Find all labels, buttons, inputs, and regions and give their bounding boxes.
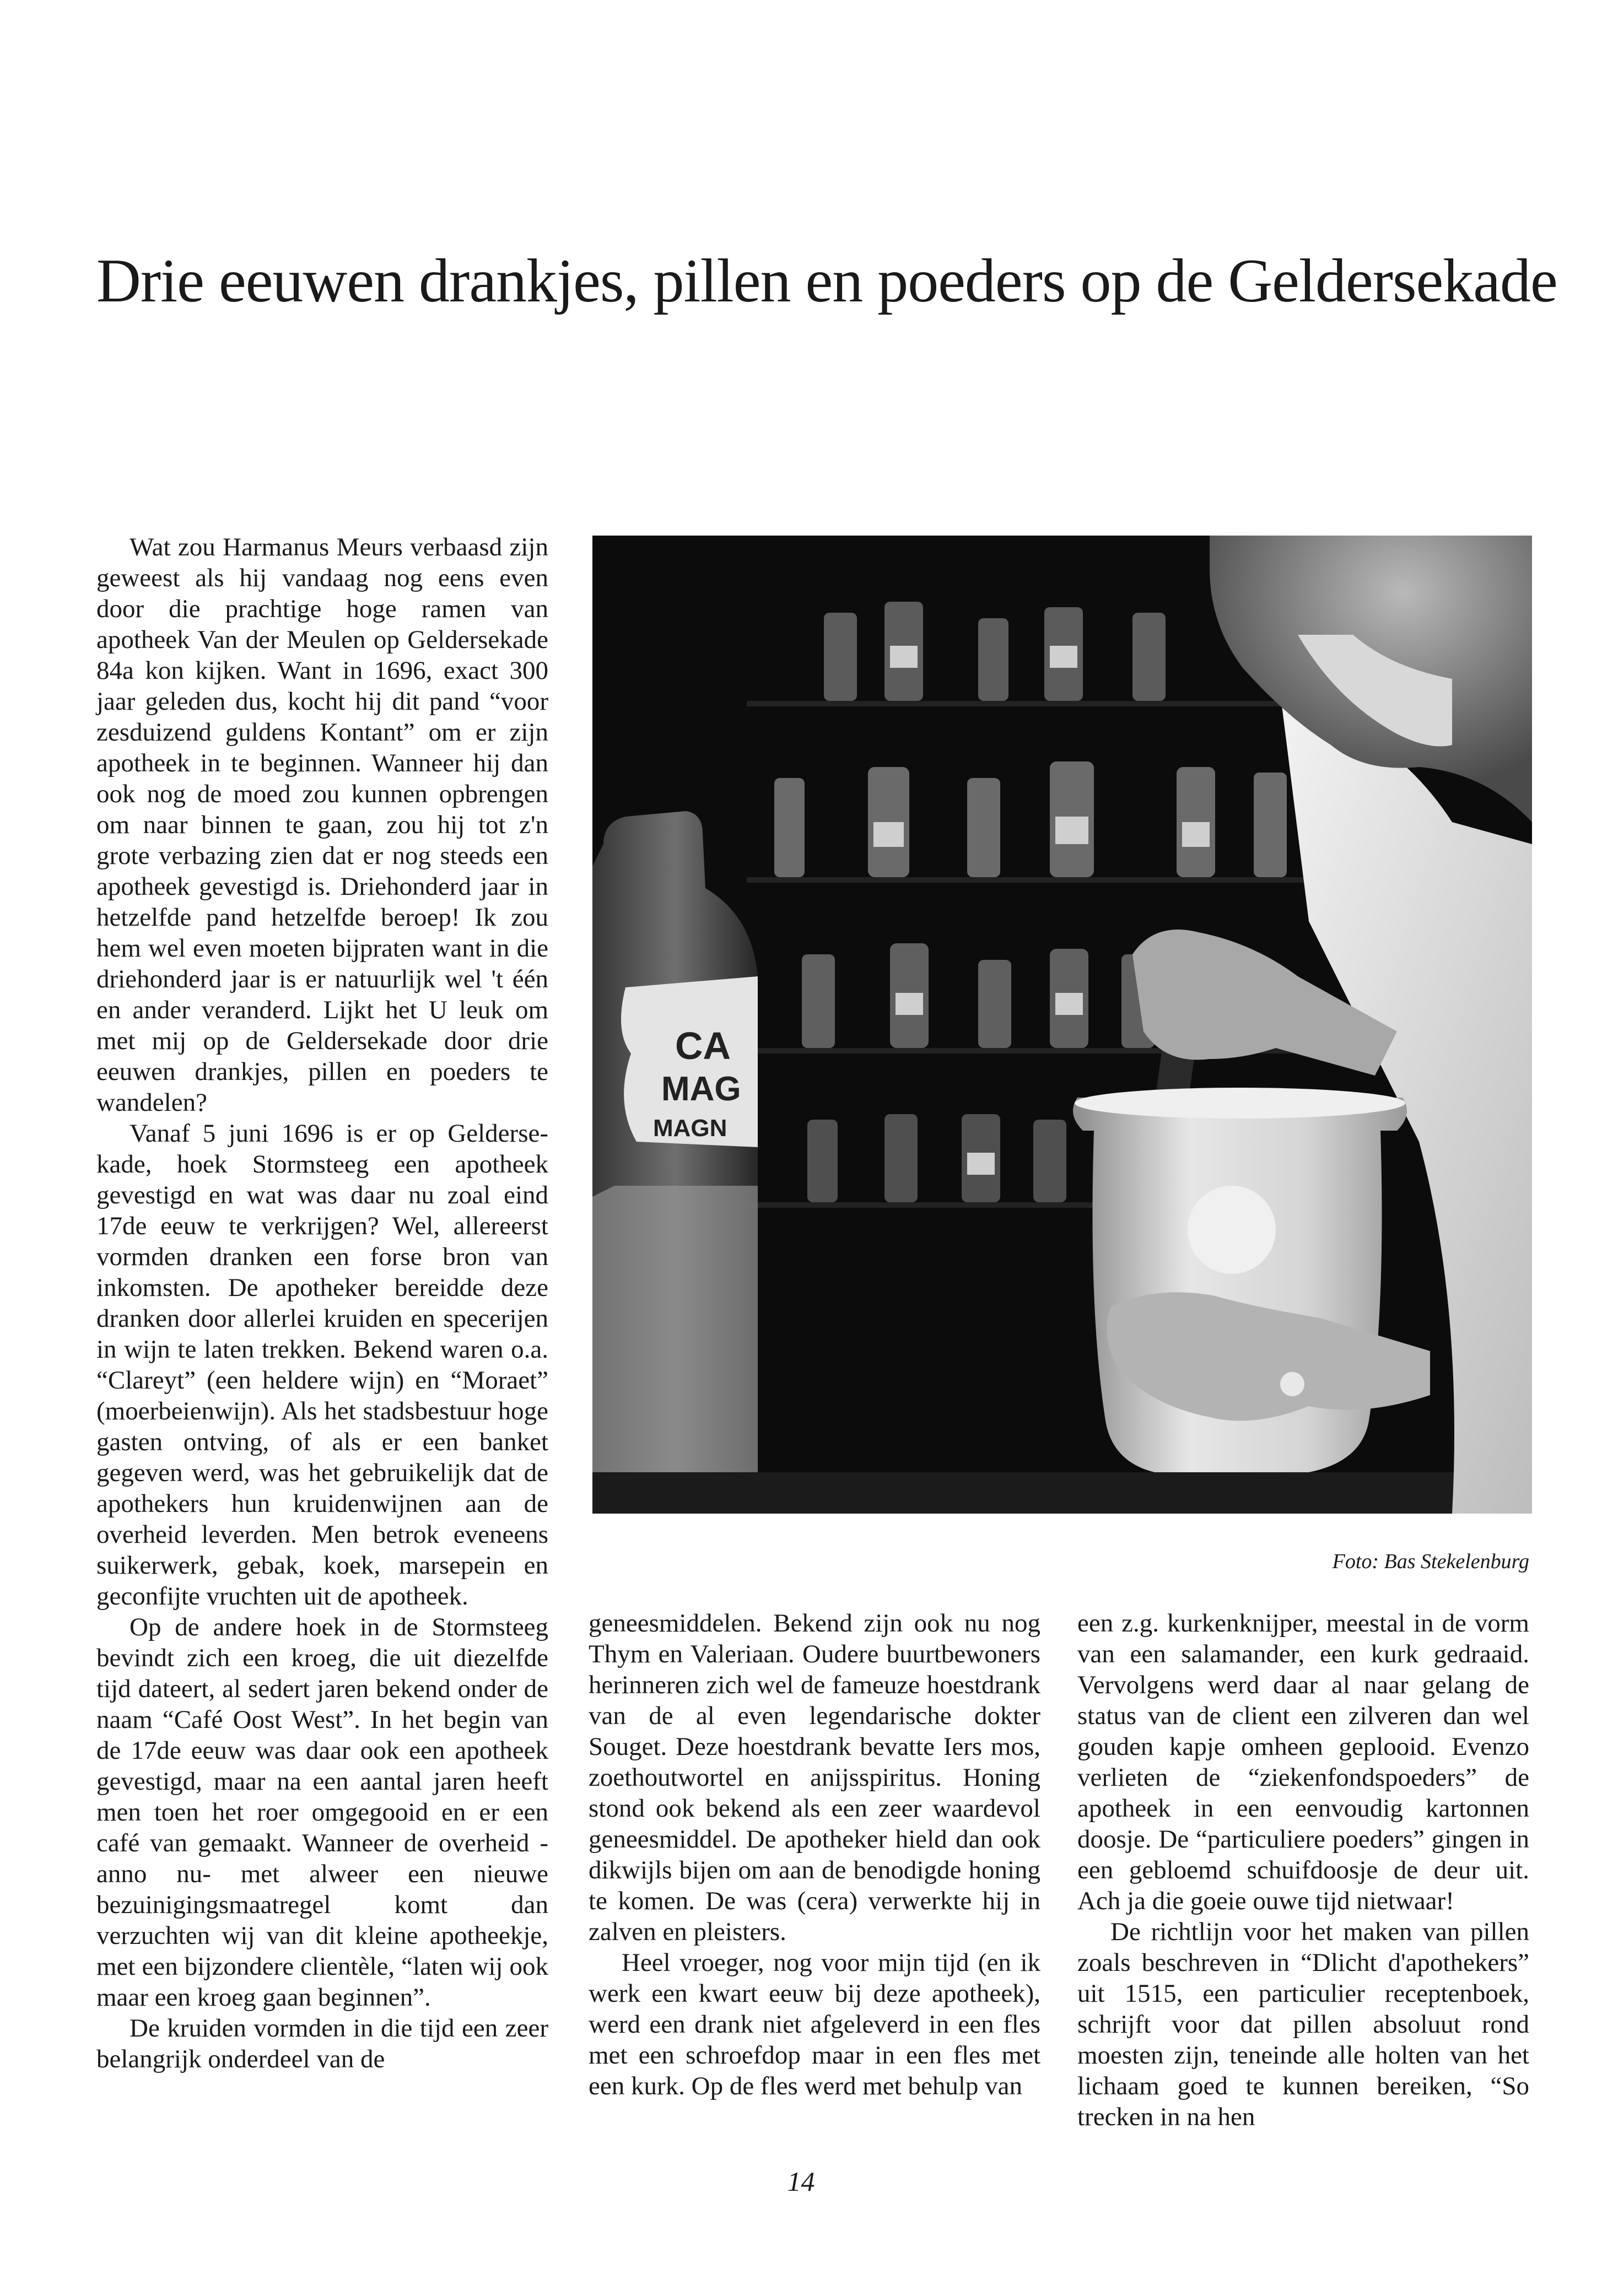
paragraph: een z.g. kurkenknijper, meestal in de vorm van een salamander, een kurk gedraaid. Vervolgens werd daar al naar gelang de status van de client een zilveren dan wel gouden kapje omheen geplooid. Evenzo verlieten de “ziekenfondspoeders” de apotheek in een eenvoudig kartonnen doosje. De “particuliere poeders” gingen in een gebloemd schuifdoosje de deur uit. Ach ja die goeie ouwe tijd nietwaar! — [1077, 1609, 1529, 1915]
pharmacist-photo — [592, 536, 1532, 1514]
paragraph: Vanaf 5 juni 1696 is er op Geldersekade, hoek Stormsteeg een apotheek gevestigd en wat was daar nu zoal eind 17de eeuw te verkrijgen? Wel, allereerst vormden dranken een forse bron van inkomsten. De apotheker bereidde deze dranken door allerlei kruiden en specerijen in wijn te laten trekken. Bekend waren o.a. “Clareyt” (een heldere wijn) en “Moraet” (moerbeienwijn). Als het stadsbestuur hoge gasten ontving, of als er een banket gegeven werd, was het gebruikelijk dat de apothekers hun kruidenwijnen aan de overheid leverden. Men betrok eveneens suikerwerk, gebak, koek, marsepein en geconfijte vruchten uit de apotheek. — [96, 1119, 548, 1611]
paragraph: geneesmiddelen. Bekend zijn ook nu nog Thym en Valeriaan. Oudere buurtbewoners herinneren zich wel de fameuze hoestdrank van de al even legendarische dokter Souget. Deze hoestdrank bevatte Iers mos, zoethoutwortel en anijsspiritus. Honing stond ook bekend als een zeer waardevol geneesmiddel. De apotheker hield dan ook dikwijls bijen om aan de benodigde honing te komen. De was (cera) verwerkte hij in zalven en pleisters. — [589, 1609, 1040, 1946]
paragraph: Op de andere hoek in de Stormsteeg bevindt zich een kroeg, die uit diezelfde tijd dateert, al sedert jaren bekend onder de naam “Café Oost West”. In het begin van de 17de eeuw was daar ook een apotheek gevestigd, maar na een aantal jaren heeft men toen het roer omgegooid en er een café van gemaakt. Wanneer de overheid -anno nu- met alweer een nieuwe bezuinigingsmaatregel komt dan verzuchten wij van dit kleine apotheekje, met een bijzondere clientèle, “laten wij ook maar een kroeg gaan beginnen”. — [96, 1613, 548, 2012]
page-title: Drie eeuwen drankjes, pillen en poeders op de Geldersekade — [96, 247, 1557, 315]
paragraph: Heel vroeger, nog voor mijn tijd (en ik werk een kwart eeuw bij deze apotheek), werd een drank niet afgeleverd in een fles met een schroefdop maar in een fles met een kurk. Op de fles werd met behulp van — [589, 1948, 1040, 2100]
jar-label-line-1: CA — [675, 1024, 731, 1067]
paragraph: Wat zou Harmanus Meurs verbaasd zijn geweest als hij vandaag nog eens even door die prachtige hoge ramen van apotheek Van der Meulen op Geldersekade 84a kon kijken. Want in 1696, exact 300 jaar geleden dus, kocht hij dit pand “voor zesduizend guldens Kontant” om er zijn apotheek in te beginnen. Wanneer hij dan ook nog de moed zou kunnen opbrengen om naar binnen te gaan, zou hij tot z'n grote verbazing zien dat er nog steeds een apotheek gevestigd is. Driehonderd jaar in hetzelfde pand hetzelfde beroep! Ik zou hem wel even moeten bijpraten want in die driehonderd jaar is er natuurlijk wel 't één en ander veranderd. Lijkt het U leuk om met mij op de Geldersekade door drie eeuwen drankjes, pillen en poeders te wandelen? — [96, 533, 548, 1117]
article-column-1 — [96, 532, 548, 2074]
photo-caption: Foto: Bas Stekelenburg — [1332, 1550, 1529, 1573]
paragraph: De kruiden vormden in die tijd een zeer belangrijk onderdeel van de — [96, 2014, 548, 2073]
paragraph: De richtlijn voor het maken van pillen zoals beschreven in “Dlicht d'apothekers” uit 1515, een particulier receptenboek, schrijft voor dat pillen absoluut rond moesten zijn, teneinde alle holten van het lichaam goed te kunnen bereiken, “So trecken in na hen — [1077, 1917, 1529, 2131]
page-number: 14 — [787, 2166, 815, 2197]
jar-label-line-2: MAG — [661, 1070, 741, 1108]
article-column-3 — [1077, 1608, 1529, 2132]
article-column-2 — [589, 1608, 1040, 2101]
jar-label-line-3: MAGN — [653, 1115, 727, 1142]
